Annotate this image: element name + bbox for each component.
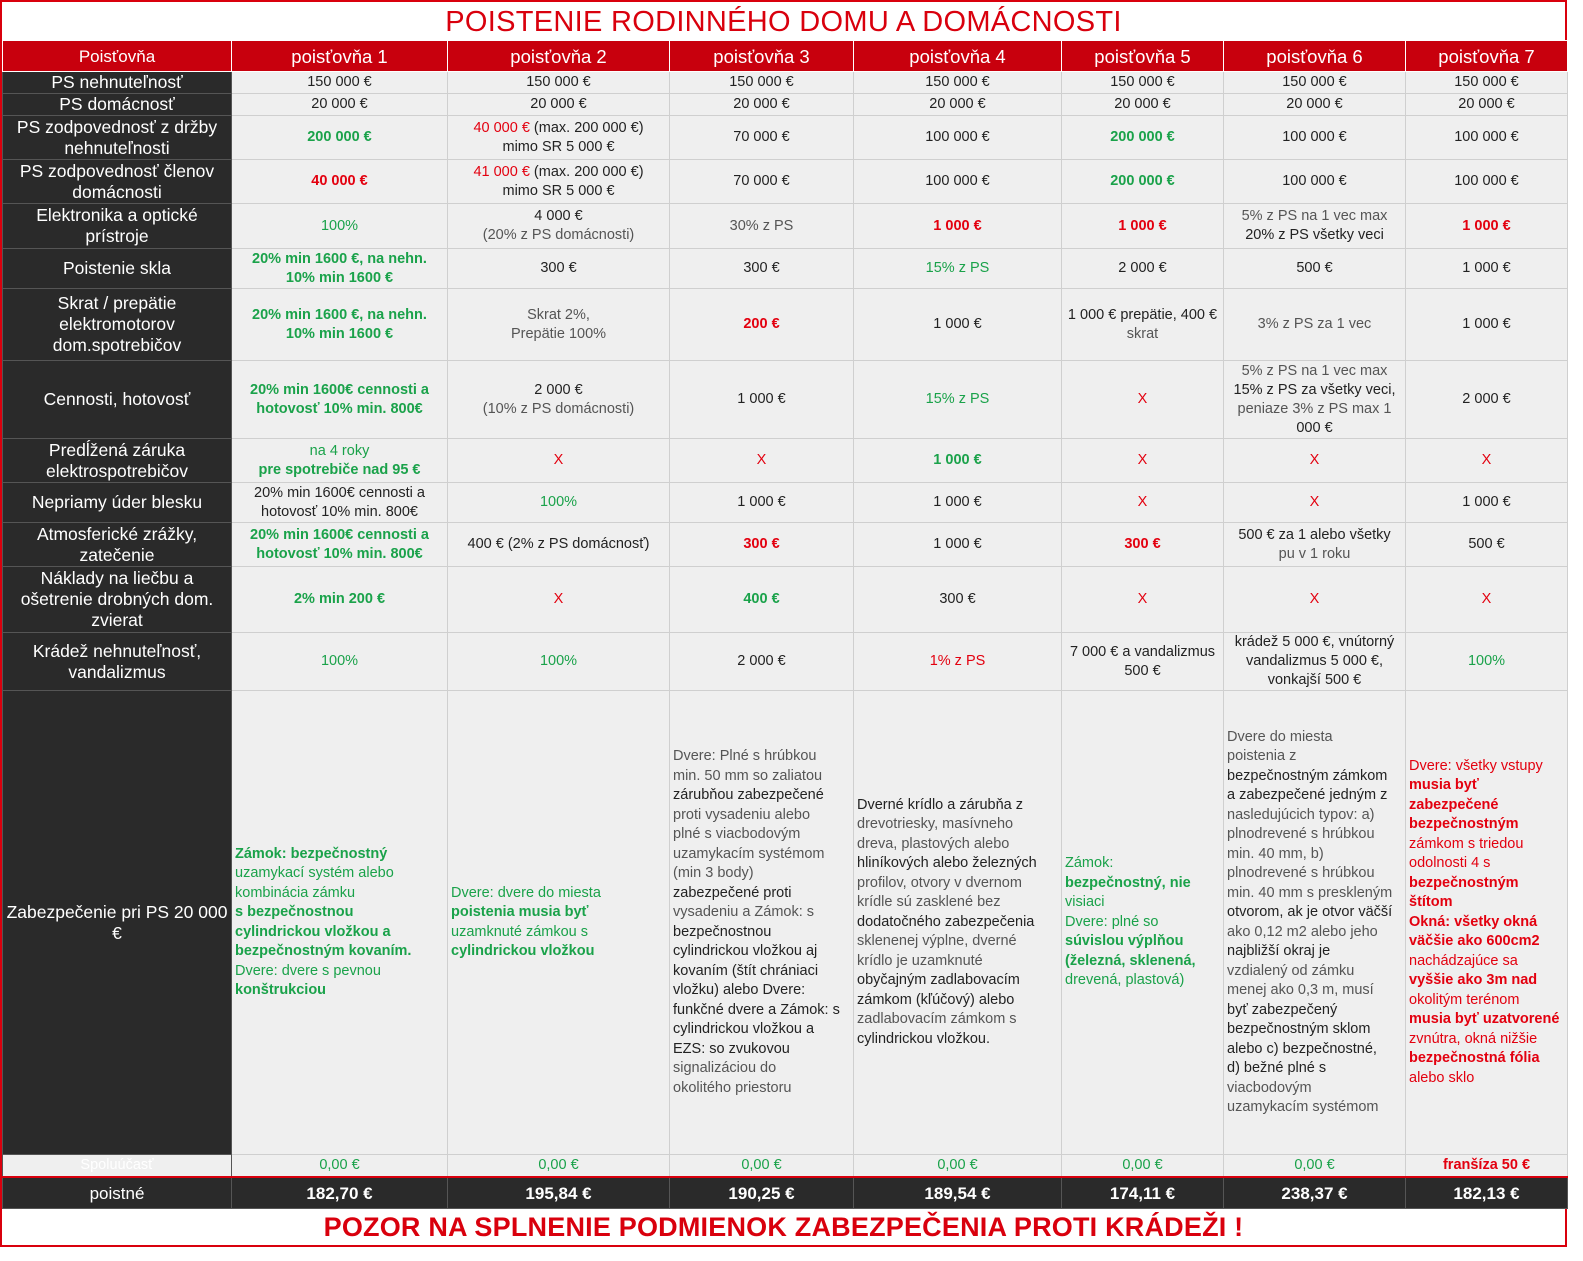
cell: 70 000 € <box>670 160 854 204</box>
cell: 150 000 € <box>854 72 1062 94</box>
security-line: obyčajným zadlabovacím <box>857 972 1020 989</box>
cell: 300 € <box>854 567 1062 633</box>
header-insurer-2: poisťovňa 2 <box>448 41 670 72</box>
cell: franšíza 50 € <box>1406 1155 1568 1178</box>
row-label: Elektronika a optické prístroje <box>3 204 232 249</box>
security-line: drevená, plastová) <box>1065 972 1185 989</box>
row-poistne <box>3 1177 1568 1209</box>
cell-text: 15% z PS za všetky veci, <box>1233 381 1396 398</box>
cell: 20 000 € <box>1224 94 1406 116</box>
cell: 2 000 € <box>1062 249 1224 289</box>
security-line: uzamykací systém alebo <box>235 865 394 881</box>
row-label: PS zodpovednosť z držby nehnuteľnosti <box>3 116 232 160</box>
cell: 0,00 € <box>1224 1155 1406 1178</box>
cell-text: 1 000 € prepätie, 400 € <box>1067 306 1218 323</box>
security-line: cylindrickou vložkou a <box>235 923 391 940</box>
cell: 300 € <box>448 249 670 289</box>
security-line: bezpečnostným <box>1409 816 1519 833</box>
security-line: Dvere: dvere do miesta <box>451 884 601 901</box>
security-line: proti vysadeniu alebo <box>673 806 811 823</box>
premium-cell: 182,13 € <box>1406 1177 1568 1209</box>
cell: 20 000 € <box>448 94 670 116</box>
security-line: plné s viacbodovým <box>673 826 801 842</box>
cell <box>448 116 670 160</box>
cell: 150 000 € <box>232 72 448 94</box>
security-line: zabezpečené proti <box>673 884 792 901</box>
cell-text: 500 € za 1 alebo všetky <box>1238 526 1391 543</box>
cell: 0,00 € <box>670 1155 854 1178</box>
premium-cell: 189,54 € <box>854 1177 1062 1209</box>
premium-cell: 182,70 € <box>232 1177 448 1209</box>
cell-highlight: 41 000 € <box>473 163 530 180</box>
header-corner: Poisťovňa <box>3 41 232 72</box>
cell-text: hotovosť 10% min. 800€ <box>256 400 423 417</box>
security-line: sklenenej výplne, dverné <box>857 933 1017 950</box>
row-label: Predĺžená záruka elektrospotrebičov <box>3 439 232 483</box>
cell: 70 000 € <box>670 116 854 160</box>
cell-text: Prepätie 100% <box>510 325 607 342</box>
cell <box>1224 204 1406 249</box>
cell: 1 000 € <box>1406 204 1568 249</box>
premium-cell: 190,25 € <box>670 1177 854 1209</box>
security-line: (min 3 body) <box>673 865 754 881</box>
cell: 2 000 € <box>1406 361 1568 439</box>
cell: 150 000 € <box>448 72 670 94</box>
cell-text: vonkajší 500 € <box>1267 672 1362 688</box>
security-line: Okná: všetky okná <box>1409 913 1538 930</box>
cell: 200 000 € <box>1062 116 1224 160</box>
security-line: odolnosti 4 s <box>1409 855 1491 872</box>
cell: 150 000 € <box>1406 72 1568 94</box>
security-line: alebo c) bezpečnostné, <box>1227 1040 1377 1057</box>
security-line: bezpečnostný, nie <box>1065 874 1191 891</box>
security-line: menej ako 0,3 m, musí <box>1227 982 1374 998</box>
cell: 15% z PS <box>854 361 1062 439</box>
cell: 100 000 € <box>854 116 1062 160</box>
security-line: vzdialený od zámku <box>1227 962 1355 979</box>
security-line: Dvere: dvere s pevnou <box>235 962 381 979</box>
row-label: PS domácnosť <box>3 94 232 116</box>
row-label: Spoluúčasť <box>3 1155 232 1178</box>
security-line: ako 0,12 m2 alebo jeho <box>1227 923 1378 940</box>
security-line: najbližší okraj je <box>1227 943 1331 959</box>
row-zaruka <box>3 439 1568 483</box>
cell: 1 000 € <box>854 204 1062 249</box>
cell <box>232 249 448 289</box>
cell-text: 20% min 1600 €, na nehn. <box>252 250 427 267</box>
cell-text: na 4 roky <box>309 442 370 459</box>
cell: 20 000 € <box>1406 94 1568 116</box>
cell: 30% z PS <box>670 204 854 249</box>
comparison-table <box>2 40 1568 1209</box>
cell: 0,00 € <box>854 1155 1062 1178</box>
security-line: drevotriesky, masívneho <box>857 816 1014 833</box>
cell: X <box>1062 361 1224 439</box>
row-cennosti <box>3 361 1568 439</box>
cell: 100 000 € <box>1406 116 1568 160</box>
cell-text: vandalizmus 5 000 €, <box>1245 653 1384 669</box>
cell: 0,00 € <box>448 1155 670 1178</box>
cell: 400 € <box>670 567 854 633</box>
security-line: profilov, otvory v dvernom <box>857 874 1022 891</box>
security-line: min. 40 mm, b) <box>1227 845 1324 862</box>
cell <box>232 439 448 483</box>
security-line: zabezpečené <box>1409 796 1499 813</box>
security-line: uzamknuté zámkou s <box>451 923 589 940</box>
security-cell <box>1062 691 1224 1155</box>
cell-text: pre spotrebiče nad 95 € <box>258 461 421 478</box>
security-line: bezpečnostným kovaním. <box>235 943 412 959</box>
cell: 500 € <box>1224 249 1406 289</box>
cell <box>448 160 670 204</box>
security-line: cylindrickou vložkou. <box>857 1030 990 1047</box>
cell: X <box>448 439 670 483</box>
cell-text: (max. 200 000 €) <box>529 119 644 136</box>
cell: 100% <box>1406 633 1568 691</box>
cell: X <box>1224 439 1406 483</box>
row-elektronika <box>3 204 1568 249</box>
row-label: Cennosti, hotovosť <box>3 361 232 439</box>
security-line: plnodrevené s hrúbkou <box>1227 865 1375 881</box>
security-cell <box>1224 691 1406 1155</box>
security-line: okolitým terénom <box>1409 991 1520 1008</box>
security-line: cylindrickou vložkou <box>451 943 595 959</box>
security-line: otvorom, ak je otvor väčší <box>1227 904 1393 920</box>
security-line: uzamykacím systémom <box>1227 1099 1379 1115</box>
row-zvierata <box>3 567 1568 633</box>
security-line: krídlo je uzamknuté <box>857 952 983 969</box>
cell: X <box>1062 439 1224 483</box>
security-line: Dverné krídlo a zárubňa z <box>857 796 1024 813</box>
cell: 1 000 € <box>1406 483 1568 523</box>
row-zodpovednost-drzba <box>3 116 1568 160</box>
cell <box>448 204 670 249</box>
row-label: Náklady na liečbu a ošetrenie drobných dom. zvierat <box>3 567 232 633</box>
cell-text: mimo SR 5 000 € <box>502 182 615 199</box>
cell: 1 000 € <box>1406 289 1568 361</box>
cell-text: 5% z PS na 1 vec max <box>1241 362 1388 379</box>
security-line: cylindrickou vložkou aj <box>673 943 818 959</box>
cell: 1 000 € <box>1062 204 1224 249</box>
cell: 20 000 € <box>670 94 854 116</box>
row-label: Zabezpečenie pri PS 20 000 € <box>3 691 232 1155</box>
security-line: visiaci <box>1065 894 1105 911</box>
header-insurer-1: poisťovňa 1 <box>232 41 448 72</box>
security-line: vyššie ako 3m nad <box>1409 972 1538 989</box>
header-insurer-7: poisťovňa 7 <box>1406 41 1568 72</box>
cell-text: Skrat 2%, <box>527 306 590 323</box>
cell <box>1224 361 1406 439</box>
cell: 1% z PS <box>854 633 1062 691</box>
security-line: musia byť <box>1409 777 1479 794</box>
cell: 1 000 € <box>854 289 1062 361</box>
security-line: bezpečnostnou <box>673 923 772 940</box>
security-line: Dvere: všetky vstupy <box>1409 757 1543 774</box>
cell: 15% z PS <box>854 249 1062 289</box>
page-title: POISTENIE RODINNÉHO DOMU A DOMÁCNOSTI <box>445 6 1122 38</box>
header-insurer-4: poisťovňa 4 <box>854 41 1062 72</box>
security-line: hliníkových alebo železných <box>857 855 1037 872</box>
cell: 300 € <box>670 523 854 567</box>
row-zrazky <box>3 523 1568 567</box>
security-line: bezpečnostným zámkom <box>1227 767 1388 784</box>
row-blesk <box>3 483 1568 523</box>
security-line: kombinácia zámku <box>235 884 356 901</box>
cell <box>232 523 448 567</box>
cell-text: mimo SR 5 000 € <box>502 138 615 155</box>
cell-text: 20% z PS všetky veci <box>1245 227 1384 243</box>
cell: 20 000 € <box>1062 94 1224 116</box>
security-line: alebo sklo <box>1409 1069 1475 1086</box>
security-line: Dvere: plné so <box>1065 913 1159 930</box>
cell: 1 000 € <box>854 483 1062 523</box>
cell-text: peniaze 3% z PS max 1 <box>1237 400 1392 417</box>
cell-text: 5% z PS na 1 vec max <box>1241 208 1388 224</box>
header-row <box>3 41 1568 72</box>
security-line: kovaním (štít chrániaci <box>673 962 819 979</box>
security-line: a zabezpečené jedným z <box>1227 787 1388 803</box>
cell-text: (max. 200 000 €) <box>529 163 644 180</box>
cell: 20 000 € <box>232 94 448 116</box>
cell-text: 20% min 1600 €, na nehn. <box>252 306 427 323</box>
premium-cell: 238,37 € <box>1224 1177 1406 1209</box>
header-insurer-6: poisťovňa 6 <box>1224 41 1406 72</box>
cell: 1 000 € <box>854 439 1062 483</box>
cell-text: (10% z PS domácnosti) <box>482 400 635 417</box>
row-skrat <box>3 289 1568 361</box>
cell-text: 4 000 € <box>534 208 583 224</box>
cell: 400 € (2% z PS domácnosť) <box>448 523 670 567</box>
security-line: (železná, sklenená, <box>1065 952 1196 969</box>
security-line: Zámok: <box>1065 855 1114 872</box>
security-line: plnodrevené s hrúbkou <box>1227 826 1375 842</box>
warning-footer: POZOR NA SPLNENIE PODMIENOK ZABEZPEČENIA PROTI KRÁDEŽI ! <box>323 1212 1244 1242</box>
cell-text: 000 € <box>1296 419 1333 436</box>
cell <box>1224 633 1406 691</box>
security-line: poistenia z <box>1227 748 1297 764</box>
security-line: cylindrickou vložkou a <box>673 1021 815 1037</box>
security-line: konštrukciou <box>235 982 327 998</box>
security-line: Dvere do miesta <box>1227 728 1333 745</box>
cell-text: krádež 5 000 €, vnútorný <box>1234 634 1395 650</box>
security-line: Dvere: Plné s hrúbkou <box>673 748 817 764</box>
security-line: poistenia musia byť <box>451 904 589 920</box>
cell <box>448 289 670 361</box>
cell: 100% <box>448 633 670 691</box>
row-label: Poistenie skla <box>3 249 232 289</box>
security-line: min. 50 mm so zaliatou <box>673 767 823 784</box>
cell-text: hotovosť 10% min. 800€ <box>256 545 423 562</box>
security-cell <box>854 691 1062 1155</box>
cell <box>448 361 670 439</box>
cell: 1 000 € <box>1406 249 1568 289</box>
cell: 300 € <box>670 249 854 289</box>
cell: 1 000 € <box>854 523 1062 567</box>
security-line: zámkom s triedou <box>1409 835 1524 852</box>
security-line: nachádzajúce sa <box>1409 952 1518 969</box>
cell: X <box>1406 439 1568 483</box>
cell: 100% <box>232 204 448 249</box>
cell: 2 000 € <box>670 633 854 691</box>
cell: 1 000 € <box>670 361 854 439</box>
cell: X <box>670 439 854 483</box>
cell-text: 10% min 1600 € <box>285 325 394 342</box>
security-line: súvislou výplňou <box>1065 933 1184 950</box>
cell-text: 2 000 € <box>534 381 583 398</box>
cell: 100% <box>448 483 670 523</box>
row-label: PS nehnuteľnosť <box>3 72 232 94</box>
security-line: EZS: so zvukovou <box>673 1040 790 1057</box>
cell: 100 000 € <box>854 160 1062 204</box>
security-line: dodatočného zabezpečenia <box>857 913 1035 930</box>
row-ps-nehnutelnost <box>3 72 1568 94</box>
cell: 40 000 € <box>232 160 448 204</box>
cell-text: skrat <box>1126 325 1159 342</box>
security-line: vysadeniu a Zámok: s <box>673 904 815 920</box>
cell: 1 000 € <box>670 483 854 523</box>
security-line: nasledujúcich typov: a) <box>1227 806 1375 823</box>
cell: 2% min 200 € <box>232 567 448 633</box>
cell: 300 € <box>1062 523 1224 567</box>
security-line: zvnútra, okná nižšie <box>1409 1030 1538 1047</box>
cell <box>232 361 448 439</box>
cell: X <box>1406 567 1568 633</box>
cell-text: (20% z PS domácnosti) <box>482 227 635 243</box>
premium-cell: 195,84 € <box>448 1177 670 1209</box>
cell: 150 000 € <box>670 72 854 94</box>
cell-text: 20% min 1600€ cennosti a <box>250 381 429 398</box>
cell-text: 20% min 1600€ cennosti a <box>250 526 429 543</box>
security-cell <box>448 691 670 1155</box>
cell <box>232 289 448 361</box>
header-insurer-3: poisťovňa 3 <box>670 41 854 72</box>
cell: 200 000 € <box>232 116 448 160</box>
cell: X <box>1224 567 1406 633</box>
row-sklo <box>3 249 1568 289</box>
security-line: zárubňou zabezpečené <box>673 787 824 803</box>
cell: 200 000 € <box>1062 160 1224 204</box>
cell: 100 000 € <box>1224 160 1406 204</box>
security-line: zámkom (kľúčový) alebo <box>857 991 1015 1008</box>
cell-text: hotovosť 10% min. 800€ <box>261 503 418 520</box>
row-label: Skrat / prepätie elektromotorov dom.spotrebičov <box>3 289 232 361</box>
cell: 0,00 € <box>1062 1155 1224 1178</box>
row-ps-domacnost <box>3 94 1568 116</box>
security-line: Zámok: bezpečnostný <box>235 845 388 862</box>
cell: 100% <box>232 633 448 691</box>
cell: 500 € <box>1406 523 1568 567</box>
row-label: PS zodpovednosť členov domácnosti <box>3 160 232 204</box>
cell-text: 10% min 1600 € <box>285 269 394 286</box>
cell: 150 000 € <box>1224 72 1406 94</box>
security-line: väčšie ako 600cm2 <box>1409 933 1540 950</box>
cell <box>1224 523 1406 567</box>
cell: X <box>448 567 670 633</box>
cell-text: 20% min 1600€ cennosti a <box>254 484 425 501</box>
cell <box>232 483 448 523</box>
security-line: krídle sú zasklené bez <box>857 894 1001 911</box>
security-line: s bezpečnostnou <box>235 904 354 920</box>
row-kradez <box>3 633 1568 691</box>
cell-highlight: 40 000 € <box>473 119 530 136</box>
premium-cell: 174,11 € <box>1062 1177 1224 1209</box>
cell-text: 7 000 € a vandalizmus <box>1069 643 1216 660</box>
security-line: signalizáciou do <box>673 1060 777 1076</box>
cell: X <box>1224 483 1406 523</box>
security-cell <box>232 691 448 1155</box>
cell-text: pu v 1 roku <box>1278 545 1351 562</box>
security-line: bezpečnostným štítom <box>1409 874 1519 911</box>
security-line: bezpečnostná fólia <box>1409 1050 1540 1067</box>
security-line: min. 40 mm s preskleným <box>1227 884 1393 901</box>
cell: 150 000 € <box>1062 72 1224 94</box>
row-zabezpecenie <box>3 691 1568 1155</box>
security-line: dreva, plastových alebo <box>857 835 1010 852</box>
header-insurer-5: poisťovňa 5 <box>1062 41 1224 72</box>
cell: X <box>1062 567 1224 633</box>
row-label: Atmosferické zrážky, zatečenie <box>3 523 232 567</box>
row-spoluucast <box>3 1155 1568 1178</box>
security-line: funkčné dvere a Zámok: s <box>673 1001 840 1018</box>
row-label: poistné <box>3 1177 232 1209</box>
security-line: byť zabezpečený <box>1227 1001 1338 1018</box>
row-label: Krádež nehnuteľnosť, vandalizmus <box>3 633 232 691</box>
security-line: vložku) alebo Dvere: <box>673 982 806 998</box>
cell: 100 000 € <box>1224 116 1406 160</box>
security-line: okolitého priestoru <box>673 1079 792 1096</box>
cell: X <box>1062 483 1224 523</box>
cell <box>1062 633 1224 691</box>
cell <box>1062 289 1224 361</box>
row-label: Nepriamy úder blesku <box>3 483 232 523</box>
security-line: zadlabovacím zámkom s <box>857 1011 1017 1028</box>
security-cell <box>670 691 854 1155</box>
cell: 0,00 € <box>232 1155 448 1178</box>
security-cell <box>1406 691 1568 1155</box>
security-line: bezpečnostným sklom <box>1227 1021 1371 1037</box>
security-line: uzamykacím systémom <box>673 845 825 862</box>
security-line: d) bežné plné s <box>1227 1060 1327 1076</box>
cell-text: 500 € <box>1124 662 1161 679</box>
cell: 20 000 € <box>854 94 1062 116</box>
cell: 3% z PS za 1 vec <box>1224 289 1406 361</box>
security-line: viacbodovým <box>1227 1079 1312 1096</box>
cell: 200 € <box>670 289 854 361</box>
cell: 100 000 € <box>1406 160 1568 204</box>
row-zodpovednost-clenov <box>3 160 1568 204</box>
security-line: musia byť uzatvorené <box>1409 1011 1560 1028</box>
